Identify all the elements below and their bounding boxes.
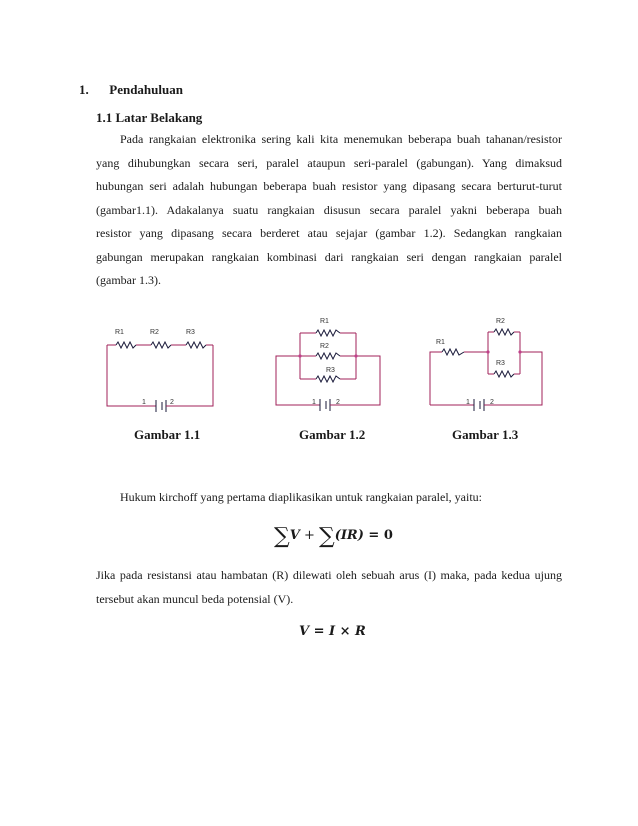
resistor-r2 — [151, 342, 171, 348]
resistor-r1 — [116, 342, 136, 348]
sigma-symbol: ∑ — [318, 524, 335, 549]
resistor-r3 — [494, 371, 514, 377]
battery-terminal-label: 1 — [312, 399, 316, 406]
paragraph-line: yang dihubungkan secara seri, paralel ataupun seri-paralel (gabungan). Yang dimaksud — [96, 155, 562, 170]
circuit-series-diagram — [100, 320, 225, 412]
paragraph-ohm — [96, 564, 562, 611]
battery-terminal-label: 2 — [336, 399, 340, 406]
resistor-label: R1 — [436, 339, 445, 346]
resistor-r3 — [316, 376, 340, 382]
resistor-label: R1 — [115, 329, 124, 336]
circuit-series-parallel-diagram — [424, 312, 549, 412]
section-number: 1. — [79, 82, 89, 97]
resistor-label: R3 — [326, 367, 335, 374]
resistor-r3 — [186, 342, 206, 348]
battery-terminal-label: 2 — [490, 399, 494, 406]
battery-terminal-label: 1 — [142, 399, 146, 406]
paragraph-kirchhoff: Hukum kirchoff yang pertama diaplikasikan untuk rangkaian paralel, yaitu: — [120, 490, 482, 504]
paragraph-line: resistor yang dipasang secara berderet atau sejajar (gambar 1.2). Sedangkan rangkaian — [96, 226, 562, 240]
paragraph-line: Pada rangkaian elektronika sering kali kita menemukan beberapa buah tahanan/resistor — [120, 132, 562, 146]
resistor-label: R2 — [320, 343, 329, 350]
subsection-title: 1.1 Latar Belakang — [96, 110, 203, 125]
resistor-label: R1 — [320, 318, 329, 325]
resistor-r2 — [316, 353, 340, 359]
section-title: Pendahuluan — [109, 82, 183, 97]
paragraph-line: gabungan merupakan rangkaian kombinasi dari rangkaian seri dengan rangkaian paralel — [96, 249, 562, 264]
formula-kirchhoff: ∑V + ∑(IR) = 0 — [274, 524, 393, 549]
paragraph-line: (gambar1.1). Adakalanya suatu rangkaian disusun secara paralel yakni beberapa buah — [96, 202, 562, 217]
figure-caption-1: Gambar 1.1 — [134, 427, 201, 442]
battery-terminal-label: 2 — [170, 399, 174, 406]
resistor-r2 — [494, 329, 514, 335]
sigma-symbol: ∑ — [274, 524, 290, 549]
resistor-label: R2 — [150, 329, 159, 336]
resistor-r1 — [316, 330, 340, 336]
section-heading — [79, 82, 183, 98]
battery-terminal-label: 1 — [466, 399, 470, 406]
circuit-parallel-diagram — [270, 312, 385, 412]
figure-caption-2: Gambar 1.2 — [299, 427, 366, 442]
resistor-label: R3 — [186, 329, 195, 336]
figure-caption-3: Gambar 1.3 — [452, 427, 519, 442]
paragraph-intro — [96, 128, 562, 293]
resistor-label: R3 — [496, 360, 505, 367]
resistor-r1 — [442, 349, 464, 355]
paragraph-line: (gambar 1.3). — [96, 273, 161, 287]
resistor-label: R2 — [496, 318, 505, 325]
paragraph-line: hubungan seri adalah hubungan beberapa buah resistor yang dipasang secara berturut-turut — [96, 179, 562, 193]
formula-ohm: V = I × R — [299, 624, 366, 639]
paragraph-line: Jika pada resistansi atau hambatan (R) dilewati oleh sebuah arus (I) maka, pada kedua ujung — [96, 568, 562, 582]
paragraph-line: tersebut akan muncul beda potensial (V). — [96, 591, 294, 606]
